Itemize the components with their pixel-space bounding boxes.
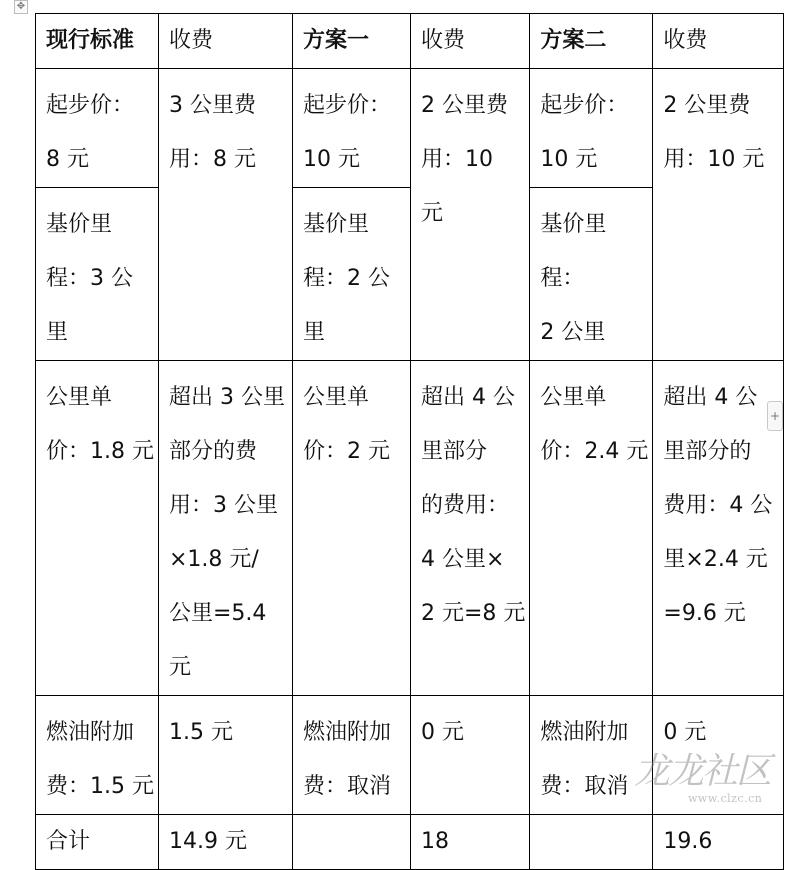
header-plan-two: 方案二: [530, 14, 653, 69]
cell-plan1-per-km: 公里单 价：2 元: [292, 361, 410, 696]
cell-plan2-start-price: 起步价： 10 元: [530, 69, 653, 188]
cell-plan1-base-distance: 基价里 程：2 公 里: [292, 188, 410, 361]
cell-plan2-base-distance: 基价里 程： 2 公里: [530, 188, 653, 361]
cell-total-empty: [530, 815, 653, 870]
cell-plan1-start-price: 起步价： 10 元: [292, 69, 410, 188]
site-watermark: [634, 752, 784, 818]
cell-plan1-fuel-fee: 0 元: [410, 696, 529, 815]
table-row-total: [36, 815, 784, 870]
cell-total-label: 合计: [36, 815, 159, 870]
cell-current-per-km: 公里单 价：1.8 元: [36, 361, 159, 696]
watermark-logo: 龙龙社区: [634, 751, 771, 792]
cell-plan2-fuel-fee: 0 元: [653, 696, 784, 815]
watermark-url: www.clzc.cn: [688, 792, 763, 805]
cell-current-fuel: 燃油附加 费：1.5 元: [36, 696, 159, 815]
cell-current-fuel-fee: 1.5 元: [158, 696, 292, 815]
cell-total-plan2: 19.6: [653, 815, 784, 870]
table-move-handle[interactable]: [14, 0, 28, 14]
plus-icon: +: [769, 409, 781, 423]
cell-plan1-per-km-fee: 超出 4 公 里部分 的费用： 4 公里× 2 元=8 元: [410, 361, 529, 696]
header-current-standard: 现行标准: [36, 14, 159, 69]
header-fee: 收费: [158, 14, 292, 69]
table-row-start-price: [36, 69, 784, 188]
cell-total-plan1: 18: [410, 815, 529, 870]
table-row-header: [36, 14, 784, 69]
cell-total-empty: [292, 815, 410, 870]
cell-plan1-fuel: 燃油附加 费：取消: [292, 696, 410, 815]
cell-current-start-price: 起步价： 8 元: [36, 69, 159, 188]
cell-current-per-km-fee: 超出 3 公里 部分的费 用：3 公里 ×1.8 元/ 公里=5.4 元: [158, 361, 292, 696]
table-row-per-km: [36, 361, 784, 696]
header-fee: 收费: [653, 14, 784, 69]
add-column-handle[interactable]: [767, 401, 783, 431]
cell-current-base-distance: 基价里 程：3 公 里: [36, 188, 159, 361]
header-plan-one: 方案一: [292, 14, 410, 69]
cell-plan2-per-km: 公里单 价：2.4 元: [530, 361, 653, 696]
cell-total-current: 14.9 元: [158, 815, 292, 870]
cell-plan2-fuel: 燃油附加 费：取消: [530, 696, 653, 815]
cell-plan1-start-fee: 2 公里费 用：10 元: [410, 69, 529, 361]
move-icon: ✥: [16, 1, 26, 12]
header-fee: 收费: [410, 14, 529, 69]
cell-plan2-start-fee: 2 公里费 用：10 元: [653, 69, 784, 361]
cell-plan2-per-km-fee: 超出 4 公 里部分的 费用：4 公 里×2.4 元 =9.6 元: [653, 361, 784, 696]
fare-comparison-table: [35, 13, 784, 870]
cell-current-start-fee: 3 公里费 用：8 元: [158, 69, 292, 361]
